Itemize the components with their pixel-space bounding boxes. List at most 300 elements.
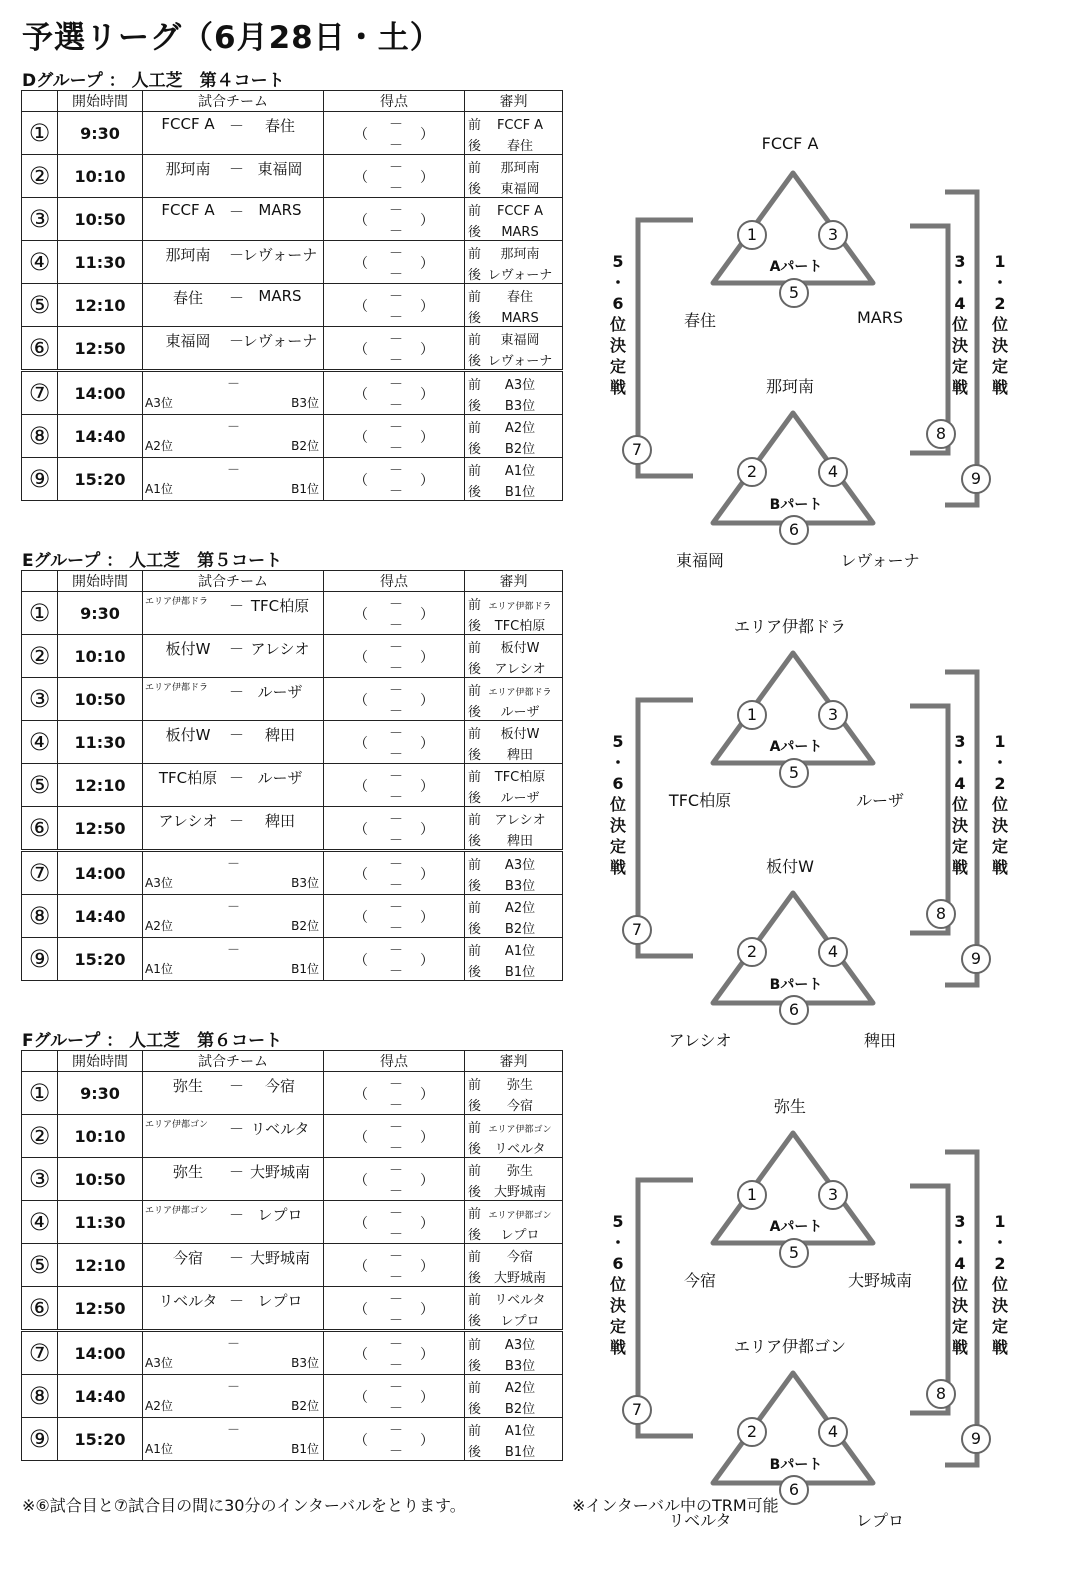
score-cell <box>324 1244 465 1287</box>
score-paren-open: （ <box>354 822 368 838</box>
vs-dash: － <box>229 1120 245 1138</box>
b-top-team: 那珂南 <box>765 377 815 396</box>
score-cell <box>324 241 465 284</box>
referee-second <box>468 178 555 197</box>
score-paren-open: （ <box>354 1259 368 1275</box>
score-dash-1: － <box>389 377 403 393</box>
team-2: MARS <box>258 287 302 305</box>
score-cell <box>324 807 465 851</box>
score-cell <box>324 635 465 678</box>
match-circle-1: 1 <box>737 1180 767 1210</box>
score-paren-close: ） <box>420 1173 434 1189</box>
match-circle-4: 4 <box>818 1417 848 1447</box>
referee-second <box>468 615 555 634</box>
score-paren-open: （ <box>354 213 368 229</box>
table-row <box>22 327 563 371</box>
label-char: 4 <box>954 294 966 313</box>
referee-first <box>468 766 555 785</box>
slot-1: A2位 <box>145 1399 173 1413</box>
ref-first-label: 前 <box>468 858 482 873</box>
vs-dash: － <box>227 463 241 478</box>
referee-cell <box>465 327 563 371</box>
ref-second-team: B1位 <box>504 965 536 980</box>
match-circle-8: 8 <box>926 419 956 449</box>
referee-second <box>468 1355 555 1374</box>
score-dash-1: － <box>389 117 403 133</box>
score-dash-1: － <box>389 812 403 828</box>
score-dash-1: － <box>389 1077 403 1093</box>
match-circle-6: 6 <box>779 995 809 1025</box>
score-paren-close: ） <box>420 779 434 795</box>
label-3-4-playoff <box>950 731 970 878</box>
vs-dash: － <box>229 1206 245 1224</box>
ref-second-team: レヴォーナ <box>487 354 553 369</box>
ref-second-team: ルーザ <box>500 791 540 806</box>
vs-dash: － <box>229 1163 245 1181</box>
score-paren-open: （ <box>354 1087 368 1103</box>
team-1: 春住 <box>172 289 203 307</box>
score-dash-2: － <box>389 1141 403 1157</box>
match-circle-3: 3 <box>818 220 848 250</box>
label-char: 4 <box>954 774 966 793</box>
match-number: ④ <box>22 241 58 284</box>
slot-1: A2位 <box>145 919 173 933</box>
match-time: 12:10 <box>58 1244 143 1287</box>
match-teams <box>143 807 324 851</box>
match-teams <box>143 1115 324 1158</box>
ref-second-label: 後 <box>468 791 482 806</box>
label-char: 位 <box>991 315 1008 334</box>
match-circle-5: 5 <box>779 1238 809 1268</box>
group-section-2 <box>0 1026 1091 1530</box>
score-dash-2: － <box>389 310 403 326</box>
b-right-team: レプロ <box>855 1511 905 1530</box>
referee-second <box>468 1224 555 1243</box>
referee-second <box>468 961 555 980</box>
ref-first-team: 弥生 <box>507 1078 534 1093</box>
referee-first <box>468 114 555 133</box>
ref-first-team: 那珂南 <box>500 247 540 262</box>
table-row <box>22 112 563 155</box>
label-char: 定 <box>951 837 968 856</box>
header-ref: 審判 <box>465 1051 563 1072</box>
ref-second-team: リベルタ <box>494 1142 546 1157</box>
schedule-table <box>21 1050 563 1461</box>
referee-second <box>468 350 555 369</box>
ref-first-team: A1位 <box>504 1424 536 1439</box>
referee-first <box>468 374 555 393</box>
score-cell <box>324 1331 465 1375</box>
slot-2: B1位 <box>291 1442 319 1456</box>
score-paren-open: （ <box>354 1130 368 1146</box>
label-char: 5 <box>612 252 624 271</box>
part-b-label: Bパート <box>769 1457 823 1473</box>
ref-second-team: 東福岡 <box>500 182 540 197</box>
header-blank <box>22 91 58 112</box>
match-time: 15:20 <box>58 458 143 501</box>
match-teams <box>143 635 324 678</box>
vs-dash: － <box>229 246 245 264</box>
match-teams <box>143 678 324 721</box>
team-1: 板付W <box>165 726 211 744</box>
match-circle-4: 4 <box>818 457 848 487</box>
match-time: 10:50 <box>58 198 143 241</box>
ref-first-team: エリア伊都ゴン <box>488 1211 552 1221</box>
label-3-4-playoff <box>950 251 970 398</box>
ref-second-team: B1位 <box>504 485 536 500</box>
referee-cell <box>465 764 563 807</box>
score-paren-open: （ <box>354 170 368 186</box>
match-circle-5: 5 <box>779 278 809 308</box>
vs-dash: － <box>227 1337 241 1352</box>
score-dash-1: － <box>389 943 403 959</box>
table-row <box>22 155 563 198</box>
match-number: ⑦ <box>22 1331 58 1375</box>
table-row <box>22 764 563 807</box>
referee-cell <box>465 155 563 198</box>
ref-second-label: 後 <box>468 354 482 369</box>
referee-cell <box>465 1418 563 1461</box>
score-cell <box>324 1375 465 1418</box>
ref-first-team: A2位 <box>504 421 536 436</box>
score-dash-1: － <box>389 1292 403 1308</box>
ref-first-label: 前 <box>468 161 482 176</box>
ref-first-label: 前 <box>468 378 482 393</box>
score-dash-1: － <box>389 246 403 262</box>
team-1: エリア伊都ゴン <box>145 1120 209 1130</box>
label-char: ・ <box>951 273 968 292</box>
score-dash-2: － <box>389 661 403 677</box>
ref-second-label: 後 <box>468 442 482 457</box>
score-paren-open: （ <box>354 1390 368 1406</box>
footnote-interval: ※⑥試合目と⑦試合目の間に30分のインターバルをとります。 <box>22 1496 466 1515</box>
match-circle-9: 9 <box>961 464 991 494</box>
score-paren-close: ） <box>420 1130 434 1146</box>
table-row <box>22 241 563 284</box>
match-teams <box>143 764 324 807</box>
score-paren-close: ） <box>420 213 434 229</box>
match-time: 9:30 <box>58 112 143 155</box>
referee-cell <box>465 198 563 241</box>
ref-first-team: 板付W <box>500 727 540 742</box>
match-teams <box>143 458 324 501</box>
label-1-2-final <box>990 1211 1010 1358</box>
team-2: MARS <box>258 201 302 219</box>
page-title: 予選リーグ（6月28日・土） <box>22 20 442 56</box>
score-paren-open: （ <box>354 693 368 709</box>
team-2: リベルタ <box>250 1120 310 1138</box>
group-heading: Fグループ ： 人工芝 第６コート <box>22 1031 283 1051</box>
table-header-row <box>22 91 563 112</box>
header-score: 得点 <box>324 91 465 112</box>
match-circle-2: 2 <box>737 457 767 487</box>
ref-second-label: 後 <box>468 311 482 326</box>
match-circle-6: 6 <box>779 515 809 545</box>
referee-second <box>468 1181 555 1200</box>
table-header-row <box>22 571 563 592</box>
vs-dash: － <box>229 117 245 135</box>
match-circle-3: 3 <box>818 700 848 730</box>
ref-second-label: 後 <box>468 1359 482 1374</box>
label-char: ・ <box>609 753 626 772</box>
referee-cell <box>465 415 563 458</box>
ref-first-team: A1位 <box>504 464 536 479</box>
vs-dash: － <box>229 1292 245 1310</box>
score-dash-2: － <box>389 1444 403 1460</box>
ref-first-label: 前 <box>468 1250 482 1265</box>
team-2: レヴォーナ <box>242 246 318 264</box>
a-right-team: MARS <box>856 308 904 327</box>
label-char: ・ <box>991 753 1008 772</box>
match-teams <box>143 371 324 415</box>
match-teams <box>143 198 324 241</box>
label-char: 戦 <box>951 378 968 397</box>
score-paren-open: （ <box>354 127 368 143</box>
match-time: 9:30 <box>58 592 143 635</box>
ref-second-team: TFC柏原 <box>494 619 546 634</box>
slot-1: A1位 <box>145 1442 173 1456</box>
score-paren-open: （ <box>354 736 368 752</box>
ref-first-label: 前 <box>468 1121 482 1136</box>
team-2: レプロ <box>257 1292 303 1310</box>
header-time: 開始時間 <box>58 571 143 592</box>
table-row <box>22 895 563 938</box>
ref-first-label: 前 <box>468 641 482 656</box>
label-char: 戦 <box>991 858 1008 877</box>
a-top-team: エリア伊都ドラ <box>733 617 847 636</box>
referee-cell <box>465 1331 563 1375</box>
a-right-team: 大野城南 <box>847 1271 913 1290</box>
label-3-4-playoff <box>950 1211 970 1358</box>
table-row <box>22 415 563 458</box>
match-time: 14:00 <box>58 1331 143 1375</box>
match-time: 9:30 <box>58 1072 143 1115</box>
match-time: 10:10 <box>58 155 143 198</box>
score-dash-2: － <box>389 1313 403 1329</box>
match-number: ① <box>22 112 58 155</box>
match-number: ⑨ <box>22 938 58 981</box>
part-b-label: Bパート <box>769 977 823 993</box>
match-circle-1: 1 <box>737 700 767 730</box>
ref-first-label: 前 <box>468 813 482 828</box>
score-cell <box>324 1072 465 1115</box>
vs-dash: － <box>227 943 241 958</box>
header-teams: 試合チーム <box>143 571 324 592</box>
b-left-team: リベルタ <box>668 1511 732 1530</box>
score-dash-2: － <box>389 353 403 369</box>
ref-first-team: TFC柏原 <box>494 770 546 785</box>
label-char: 位 <box>991 1275 1008 1294</box>
referee-second <box>468 787 555 806</box>
referee-cell <box>465 895 563 938</box>
a-left-team: TFC柏原 <box>668 791 732 810</box>
slot-1: A3位 <box>145 876 173 890</box>
team-2: レプロ <box>257 1206 303 1224</box>
referee-second <box>468 481 555 500</box>
ref-second-label: 後 <box>468 879 482 894</box>
score-cell <box>324 1287 465 1331</box>
score-paren-close: ） <box>420 387 434 403</box>
score-paren-open: （ <box>354 473 368 489</box>
score-paren-open: （ <box>354 910 368 926</box>
match-time: 14:00 <box>58 851 143 895</box>
ref-second-team: B2位 <box>504 442 536 457</box>
ref-second-team: ルーザ <box>500 705 540 720</box>
referee-second <box>468 744 555 763</box>
team-1: 那珂南 <box>165 160 211 178</box>
score-cell <box>324 371 465 415</box>
score-dash-1: － <box>389 1249 403 1265</box>
score-dash-1: － <box>389 857 403 873</box>
ref-second-label: 後 <box>468 1402 482 1417</box>
vs-dash: － <box>229 289 245 307</box>
label-char: 位 <box>609 1275 626 1294</box>
label-char: ・ <box>609 273 626 292</box>
match-teams <box>143 1244 324 1287</box>
label-char: 6 <box>612 1254 624 1273</box>
table-row <box>22 458 563 501</box>
label-char: 1 <box>994 252 1006 271</box>
label-char: 戦 <box>609 378 626 397</box>
match-circle-9: 9 <box>961 944 991 974</box>
match-teams <box>143 284 324 327</box>
schedule-table <box>21 570 563 981</box>
ref-second-label: 後 <box>468 485 482 500</box>
label-char: 決 <box>951 816 968 835</box>
vs-dash: － <box>229 683 245 701</box>
slot-2: B3位 <box>291 876 319 890</box>
score-dash-2: － <box>389 1401 403 1417</box>
match-number: ⑦ <box>22 371 58 415</box>
vs-dash: － <box>229 332 245 350</box>
score-paren-open: （ <box>354 342 368 358</box>
referee-first <box>468 723 555 742</box>
referee-cell <box>465 1287 563 1331</box>
score-cell <box>324 1115 465 1158</box>
match-number: ③ <box>22 198 58 241</box>
table-row <box>22 1375 563 1418</box>
ref-second-label: 後 <box>468 139 482 154</box>
ref-second-label: 後 <box>468 965 482 980</box>
team-1: 那珂南 <box>165 246 211 264</box>
referee-cell <box>465 807 563 851</box>
part-a-label: Aパート <box>769 739 823 755</box>
match-circle-8: 8 <box>926 899 956 929</box>
label-char: 戦 <box>991 1338 1008 1357</box>
score-dash-1: － <box>389 1337 403 1353</box>
bracket-diagram <box>590 58 1040 570</box>
referee-cell <box>465 1375 563 1418</box>
header-ref: 審判 <box>465 571 563 592</box>
bracket-lines <box>590 58 1040 528</box>
bracket-lines <box>590 538 1040 1008</box>
ref-first-team: A2位 <box>504 901 536 916</box>
ref-second-team: 春住 <box>507 139 534 154</box>
score-cell <box>324 764 465 807</box>
header-score: 得点 <box>324 571 465 592</box>
header-ref: 審判 <box>465 91 563 112</box>
score-paren-open: （ <box>354 1173 368 1189</box>
ref-first-label: 前 <box>468 421 482 436</box>
ref-second-team: アレシオ <box>494 662 546 677</box>
score-dash-2: － <box>389 790 403 806</box>
label-char: 2 <box>994 294 1006 313</box>
ref-second-team: MARS <box>501 225 539 240</box>
label-5-6-playoff <box>608 731 628 878</box>
table-row <box>22 721 563 764</box>
label-char: 6 <box>612 294 624 313</box>
score-dash-2: － <box>389 878 403 894</box>
label-char: ・ <box>951 753 968 772</box>
slot-2: B2位 <box>291 439 319 453</box>
ref-first-team: A3位 <box>504 1338 536 1353</box>
referee-cell <box>465 284 563 327</box>
slot-1: A1位 <box>145 962 173 976</box>
score-paren-close: ） <box>420 256 434 272</box>
referee-first <box>468 157 555 176</box>
match-time: 11:30 <box>58 241 143 284</box>
ref-second-label: 後 <box>468 268 482 283</box>
referee-second <box>468 830 555 849</box>
referee-cell <box>465 851 563 895</box>
score-dash-2: － <box>389 1358 403 1374</box>
score-paren-close: ） <box>420 1433 434 1449</box>
score-paren-open: （ <box>354 299 368 315</box>
schedule-table <box>21 90 563 501</box>
table-row <box>22 284 563 327</box>
score-paren-open: （ <box>354 867 368 883</box>
ref-second-label: 後 <box>468 662 482 677</box>
referee-cell <box>465 1115 563 1158</box>
slot-1: A2位 <box>145 439 173 453</box>
ref-first-label: 前 <box>468 1078 482 1093</box>
score-paren-close: ） <box>420 1259 434 1275</box>
vs-dash: － <box>229 597 245 615</box>
ref-first-label: 前 <box>468 204 482 219</box>
referee-cell <box>465 112 563 155</box>
label-char: 5 <box>612 732 624 751</box>
ref-second-label: 後 <box>468 619 482 634</box>
referee-second <box>468 1267 555 1286</box>
referee-second <box>468 701 555 720</box>
team-1: 弥生 <box>172 1077 203 1095</box>
match-teams <box>143 851 324 895</box>
a-top-team: FCCF A <box>761 134 819 153</box>
match-time: 12:50 <box>58 327 143 371</box>
score-dash-2: － <box>389 138 403 154</box>
score-dash-2: － <box>389 747 403 763</box>
table-row <box>22 1201 563 1244</box>
score-paren-close: ） <box>420 650 434 666</box>
bracket-lines <box>590 1018 1040 1488</box>
label-char: 4 <box>954 1254 966 1273</box>
score-paren-close: ） <box>420 1347 434 1363</box>
label-char: ・ <box>991 1233 1008 1252</box>
slot-2: B2位 <box>291 919 319 933</box>
ref-second-label: 後 <box>468 225 482 240</box>
match-circle-9: 9 <box>961 1424 991 1454</box>
score-paren-close: ） <box>420 910 434 926</box>
ref-first-label: 前 <box>468 1293 482 1308</box>
header-time: 開始時間 <box>58 1051 143 1072</box>
match-number: ⑥ <box>22 327 58 371</box>
team-2: レヴォーナ <box>242 332 318 350</box>
label-char: 戦 <box>951 858 968 877</box>
match-teams <box>143 1375 324 1418</box>
ref-first-team: A3位 <box>504 858 536 873</box>
vs-dash: － <box>229 1077 245 1095</box>
vs-dash: － <box>229 640 245 658</box>
